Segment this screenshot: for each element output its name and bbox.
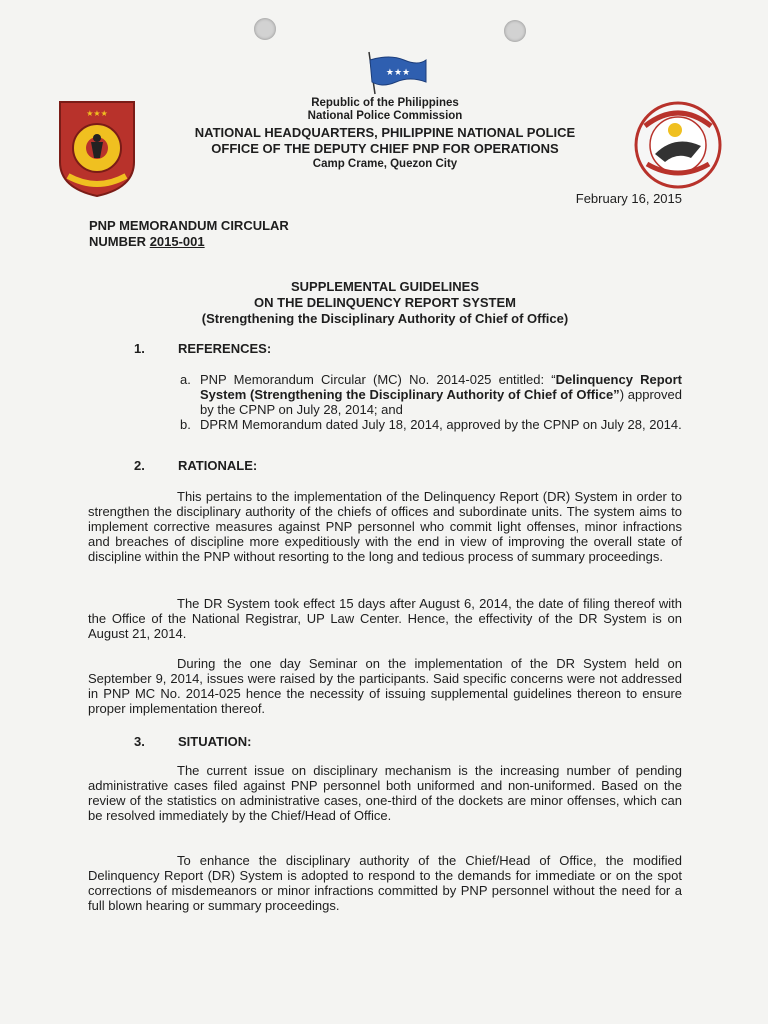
section-number: 2.	[134, 458, 145, 473]
rationale-paragraph-3: During the one day Seminar on the implementation of the DR System held on September 9, 2014, issues were raised by the participants. Said specific concerns were not addressed in PNP MC No. 2014-025 hence the necessity of issuing supplemental guidelines thereon to ensure proper implementation thereof.	[88, 656, 682, 716]
section-heading-references	[134, 341, 271, 356]
reference-item-a	[180, 372, 682, 417]
svg-text:★★★: ★★★	[86, 109, 108, 118]
document-title	[150, 279, 620, 327]
memo-designation	[89, 218, 289, 250]
situation-paragraph-2: To enhance the disciplinary authority of the Chief/Head of Office, the modified Delinquency Report (DR) System is adopted to respond to the demands for immediate or on the spot corrections of misdemeanors or minor infractions committed by PNP personnel without the need for a full blown hearing or summary proceedings.	[88, 853, 682, 913]
flag-stars: ★★★	[385, 68, 411, 78]
rationale-paragraph-1: This pertains to the implementation of the Delinquency Report (DR) System in order to strengthen the disciplinary authority of the chiefs of offices and subordinate units. The system aims to implement corrective measures against PNP personnel who commit light offenses, minor infractions and breaches of discipline more expeditiously with the end in view of improving the overall state of discipline within the PNP without resorting to the long and tedious process of summary proceedings.	[88, 489, 682, 564]
reference-item-b	[180, 417, 682, 432]
camp-line: Camp Crame, Quezon City	[312, 158, 458, 170]
reference-marker: a.	[180, 372, 191, 387]
memo-number: 2015-001	[149, 234, 205, 249]
memo-date: February 16, 2015	[575, 191, 682, 206]
section-label: REFERENCES:	[178, 341, 272, 356]
section-number: 1.	[134, 341, 145, 356]
reference-a-pre: PNP Memorandum Circular (MC) No. 2014-025 entitled: “	[200, 372, 556, 387]
memo-type: PNP MEMORANDUM CIRCULAR	[89, 218, 289, 233]
title-line-2: ON THE DELINQUENCY REPORT SYSTEM	[254, 295, 516, 310]
reference-a-post: ) approved by the CPNP on July 28, 2014; and	[200, 387, 682, 417]
punch-hole-right	[504, 20, 526, 42]
section-number: 3.	[134, 734, 145, 749]
section-heading-rationale	[134, 458, 257, 473]
section-label: RATIONALE:	[178, 458, 258, 473]
rationale-paragraph-2: The DR System took effect 15 days after August 6, 2014, the date of filing thereof with the Office of the National Registrar, UP Law Center. Hence, the effectivity of the DR System is on August 21, 2014.	[88, 596, 682, 641]
general-flag-icon	[360, 48, 430, 96]
reference-a-title: Delinquency Report System (Strengthening the Disciplinary Authority of Chief of Office”	[200, 372, 683, 402]
title-line-1: SUPPLEMENTAL GUIDELINES	[290, 279, 480, 294]
section-heading-situation	[134, 734, 251, 749]
pnp-seal-logo	[54, 92, 140, 198]
memo-number-line	[89, 234, 289, 250]
reference-marker: b.	[180, 417, 191, 432]
headquarters-line: NATIONAL HEADQUARTERS, PHILIPPINE NATIONAL POLICE	[194, 125, 576, 140]
reference-b-text: DPRM Memorandum dated July 18, 2014, approved by the CPNP on July 28, 2014.	[200, 417, 682, 432]
republic-line: Republic of the Philippines	[311, 97, 459, 109]
office-line: OFFICE OF THE DEPUTY CHIEF PNP FOR OPERATIONS	[211, 141, 559, 156]
national-headquarters-seal-logo	[625, 100, 731, 190]
commission-line: National Police Commission	[307, 110, 463, 122]
title-line-3: (Strengthening the Disciplinary Authority of Chief of Office)	[201, 311, 569, 326]
references-list	[180, 372, 682, 432]
punch-hole-left	[254, 18, 276, 40]
situation-paragraph-1: The current issue on disciplinary mechanism is the increasing number of pending administrative cases filed against PNP personnel both uniformed and non-uniformed. Based on the review of the statistics on administrative cases, one-third of the dockets are minor offenses, which can be resolved immediately by the Chief/Head of Office.	[88, 763, 682, 823]
memo-number-label: NUMBER	[89, 234, 147, 249]
section-label: SITUATION:	[178, 734, 252, 749]
